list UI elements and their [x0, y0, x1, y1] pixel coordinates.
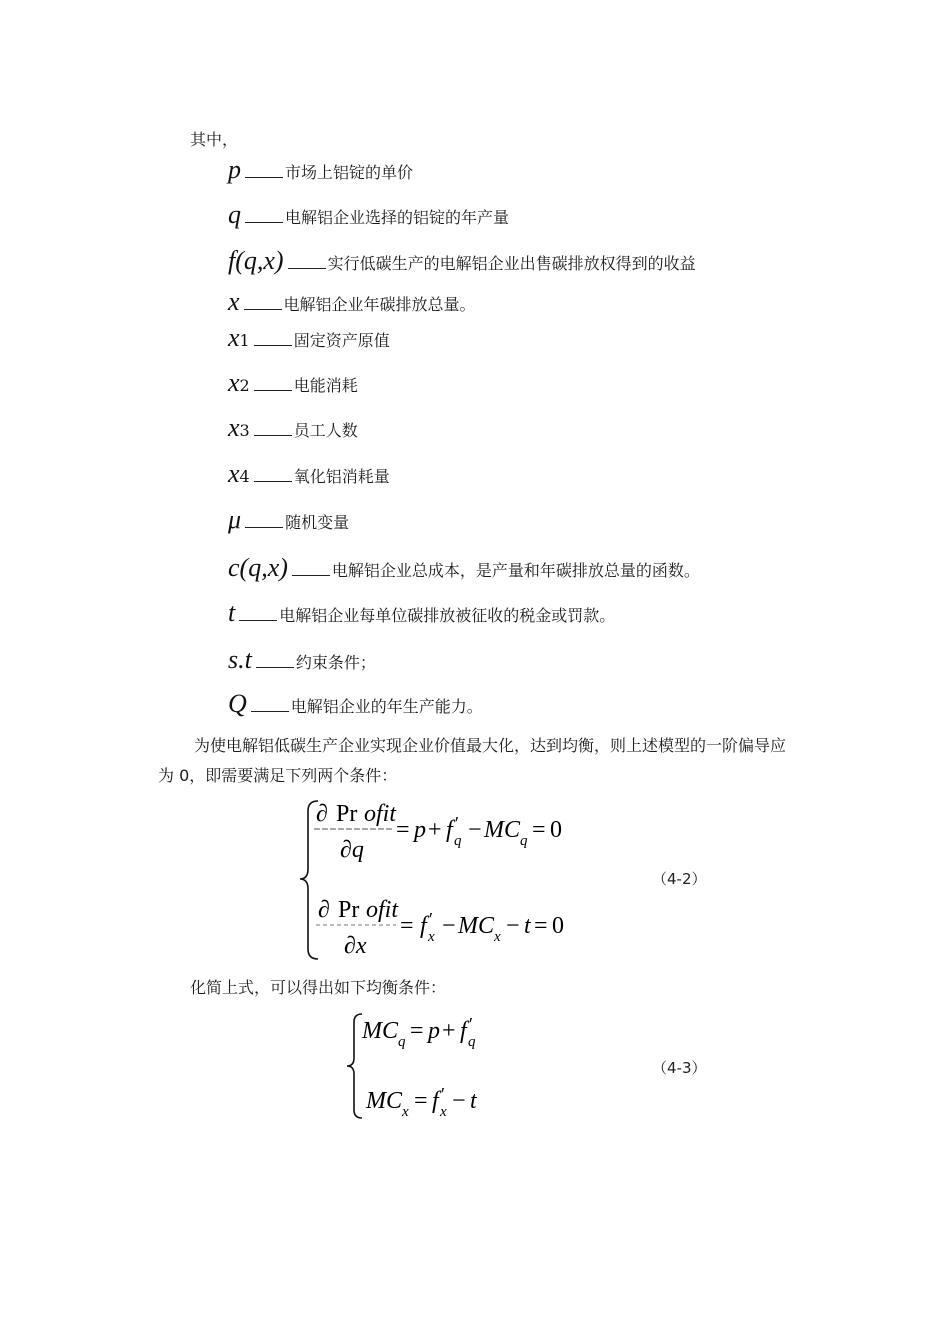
variable-row: [228, 155, 413, 191]
svg-text:t: t: [524, 913, 531, 939]
variable-description: 市场上铝锭的单价: [285, 163, 414, 182]
eq1-partial: ∂: [316, 801, 328, 827]
variable-description: 员工人数: [293, 421, 358, 440]
variable-symbol: x: [228, 323, 240, 352]
variable-subscript: 4: [239, 467, 250, 486]
variable-symbol: μ: [228, 505, 242, 534]
variable-description: 氧化铝消耗量: [293, 467, 390, 486]
em-dash-separator: [245, 222, 283, 223]
svg-text:=: =: [410, 1018, 424, 1044]
variable-row: [228, 645, 376, 681]
em-dash-separator: [254, 390, 292, 391]
svg-text:x: x: [402, 1104, 409, 1120]
variable-description: 电能消耗: [293, 376, 358, 395]
variable-symbol: p: [228, 155, 241, 184]
variable-row: [228, 413, 358, 449]
variable-row: [228, 287, 476, 323]
em-dash-separator: [254, 435, 292, 436]
svg-text:f: f: [446, 817, 453, 843]
variable-subscript: 1: [239, 331, 250, 350]
svg-text:=: =: [534, 913, 548, 939]
eq43-row2: [365, 1084, 478, 1120]
variable-description: 电解铝企业每单位碳排放被征收的税金或罚款。: [279, 606, 616, 625]
variable-row: [228, 689, 483, 725]
svg-text:−: −: [452, 1088, 466, 1114]
em-dash-separator: [292, 575, 330, 576]
svg-text:q: q: [398, 1034, 406, 1050]
svg-text:MC: MC: [458, 913, 494, 939]
svg-text:x: x: [428, 929, 435, 945]
variable-subscript: 3: [239, 421, 250, 440]
variable-symbol: t: [228, 598, 236, 627]
svg-text:f: f: [420, 913, 427, 939]
eq1-pr: Pr: [336, 801, 358, 827]
variable-description: 随机变量: [285, 513, 350, 532]
svg-text:0: 0: [550, 817, 562, 843]
svg-text:x: x: [494, 929, 501, 945]
eq1-rhs: [396, 813, 562, 849]
svg-text:MC: MC: [484, 817, 520, 843]
intro-text: 其中，: [190, 130, 239, 149]
eq2-rhs: [400, 909, 564, 945]
variable-description: 实行低碳生产的电解铝企业出售碳排放权得到的收益: [327, 254, 696, 273]
svg-text:MC: MC: [366, 1088, 402, 1114]
eq43-row1: [361, 1014, 476, 1050]
variable-description: 电解铝企业的年生产能力。: [290, 697, 483, 716]
svg-text:t: t: [470, 1088, 477, 1114]
eq2-ofit: ofit: [366, 897, 399, 923]
variable-symbol: x: [228, 368, 240, 397]
variable-symbol: Q: [228, 689, 247, 718]
svg-text:=: =: [400, 913, 414, 939]
em-dash-separator: [251, 711, 289, 712]
svg-text:p: p: [428, 1018, 440, 1044]
left-brace: [347, 1014, 362, 1118]
variable-symbol: c(q,x): [228, 553, 288, 582]
variable-symbol: x: [228, 459, 240, 488]
svg-text:+: +: [428, 817, 442, 843]
em-dash-separator: [256, 667, 294, 668]
variable-row: [228, 246, 696, 282]
variable-subscript: 2: [239, 376, 250, 395]
svg-text:q: q: [468, 1034, 476, 1050]
eq2-pr: Pr: [338, 897, 360, 923]
variable-row: [228, 459, 390, 495]
paragraph-simplify: 化简上式，可以得出如下均衡条件：: [190, 978, 447, 997]
variable-row: [228, 505, 349, 541]
variable-description: 固定资产原值: [293, 331, 390, 350]
variable-symbol: x: [228, 413, 240, 442]
em-dash-separator: [244, 309, 282, 310]
svg-text:q: q: [454, 833, 462, 849]
eq1-ofit: ofit: [364, 801, 397, 827]
variable-description: 约束条件；: [295, 653, 376, 672]
eq2-partial: ∂: [318, 897, 330, 923]
svg-text:+: +: [442, 1018, 456, 1044]
svg-text:−: −: [468, 817, 482, 843]
paragraph-condition: 为使电解铝低碳生产企业实现企业价值最大化，达到均衡，则上述模型的一阶偏导应为 0，即需要满足下列两个条件：: [158, 736, 787, 785]
variable-symbol: s.t: [228, 645, 252, 674]
eq1-denominator: ∂q: [340, 837, 364, 863]
svg-text:′: ′: [455, 813, 459, 833]
svg-text:p: p: [414, 817, 426, 843]
svg-text:−: −: [442, 913, 456, 939]
svg-text:x: x: [440, 1104, 447, 1120]
svg-text:f: f: [460, 1018, 467, 1044]
variable-description: 电解铝企业年碳排放总量。: [283, 295, 476, 314]
equation-4-2: [296, 795, 616, 965]
em-dash-separator: [288, 268, 326, 269]
svg-text:′: ′: [441, 1084, 445, 1104]
svg-text:=: =: [414, 1088, 428, 1114]
variable-row: [228, 200, 509, 236]
variable-description: 电解铝企业选择的铝锭的年产量: [285, 208, 510, 227]
svg-text:f: f: [432, 1088, 439, 1114]
svg-text:−: −: [506, 913, 520, 939]
variable-row: [228, 553, 700, 589]
svg-text:′: ′: [469, 1014, 473, 1034]
svg-text:=: =: [396, 817, 410, 843]
svg-text:=: =: [532, 817, 546, 843]
variable-symbol: f(q,x): [228, 246, 284, 275]
equation-number-4-3: （4-3）: [652, 1059, 707, 1077]
svg-text:q: q: [520, 833, 528, 849]
variable-symbol: q: [228, 200, 241, 229]
em-dash-separator: [245, 527, 283, 528]
equation-number-4-2: （4-2）: [652, 870, 707, 888]
em-dash-separator: [254, 345, 292, 346]
em-dash-separator: [239, 620, 277, 621]
em-dash-separator: [245, 177, 283, 178]
variable-description: 电解铝企业总成本，是产量和年碳排放总量的函数。: [331, 561, 700, 580]
equation-4-3: [344, 1008, 544, 1123]
svg-text:MC: MC: [362, 1018, 398, 1044]
em-dash-separator: [254, 481, 292, 482]
variable-row: [228, 368, 358, 404]
eq2-denominator: ∂x: [344, 933, 367, 959]
svg-text:′: ′: [429, 909, 433, 929]
variable-row: [228, 598, 615, 634]
variable-row: [228, 323, 390, 359]
variable-symbol: x: [228, 287, 240, 316]
svg-text:0: 0: [552, 913, 564, 939]
